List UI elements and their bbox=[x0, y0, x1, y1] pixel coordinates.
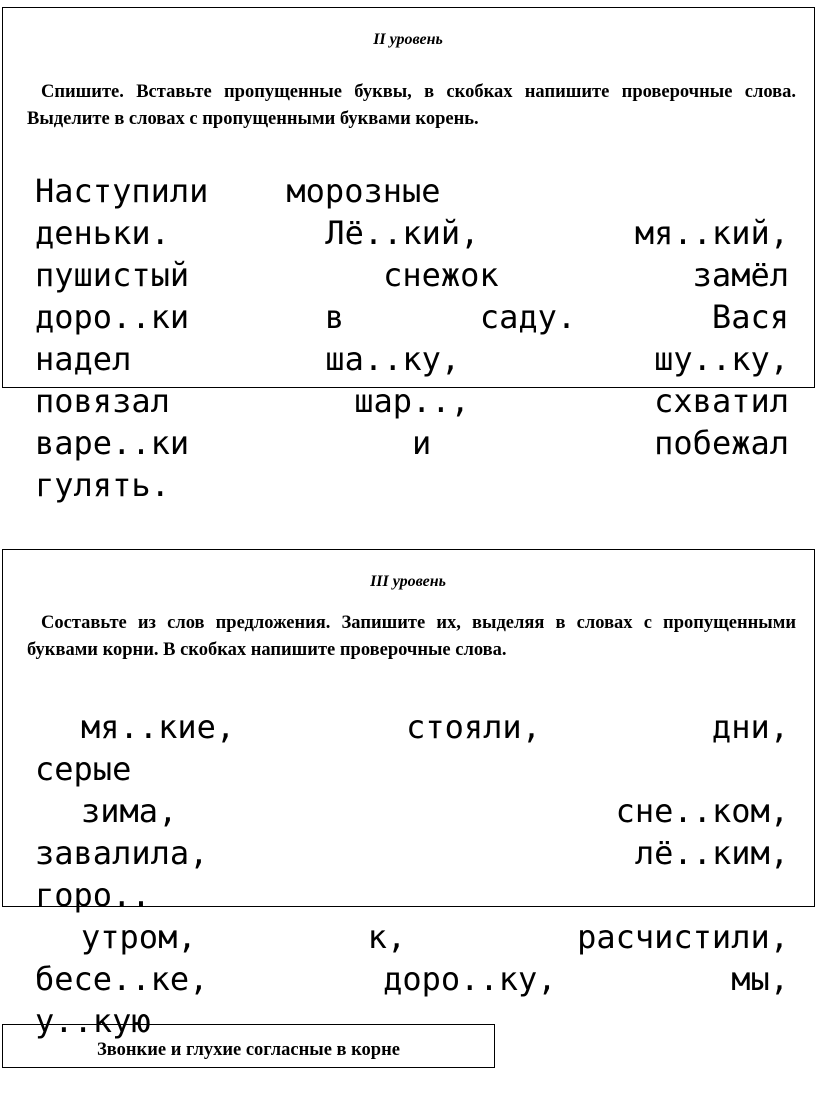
exercise-word: мя..кий, bbox=[634, 214, 789, 252]
exercise-word: Вася bbox=[711, 298, 789, 336]
exercise-line bbox=[35, 212, 789, 254]
exercise-word: шар.., bbox=[354, 382, 470, 420]
exercise-word: шу..ку, bbox=[654, 340, 789, 378]
exercise-word: схватил bbox=[654, 382, 789, 420]
exercise-word: расчистили, bbox=[577, 918, 789, 956]
exercise-line bbox=[35, 790, 789, 832]
exercise-word: завалила, bbox=[35, 834, 209, 872]
exercise-word: бесе..ке, bbox=[35, 960, 209, 998]
exercise-word: варе..ки bbox=[35, 424, 190, 462]
exercise-word: горо.. bbox=[35, 876, 151, 914]
level-3-task: Составьте из слов предложения. Запишите их, выделяя в словах с пропущенными буквами корни. В скобках напишите проверочные слова. bbox=[27, 613, 796, 660]
exercise-line bbox=[35, 832, 789, 874]
exercise-word: дни, bbox=[711, 708, 789, 746]
exercise-line bbox=[35, 170, 789, 212]
exercise-word: надел bbox=[35, 340, 132, 378]
exercise-word: замёл bbox=[692, 256, 789, 294]
level-2-heading: II уровень bbox=[373, 31, 443, 48]
exercise-word: ша..ку, bbox=[325, 340, 461, 378]
exercise-word: деньки. bbox=[35, 214, 170, 252]
exercise-line bbox=[35, 916, 789, 958]
exercise-word: морозные bbox=[286, 172, 441, 210]
exercise-word: и bbox=[412, 424, 432, 462]
exercise-line bbox=[35, 296, 789, 338]
exercise-line bbox=[35, 706, 789, 748]
exercise-word: серые bbox=[35, 750, 132, 788]
exercise-word: стояли, bbox=[406, 708, 541, 746]
exercise-word: у..кую bbox=[35, 1002, 151, 1040]
exercise-word: доро..ку, bbox=[383, 960, 557, 998]
exercise-word: повязал bbox=[35, 382, 170, 420]
exercise-word: мы, bbox=[731, 960, 789, 998]
exercise-word: гулять. bbox=[35, 466, 170, 504]
level-3-exercise bbox=[35, 706, 789, 1042]
exercise-word: лё..ким, bbox=[634, 834, 789, 872]
exercise-word: мя..кие, bbox=[81, 708, 236, 746]
exercise-word: побежал bbox=[654, 424, 789, 462]
exercise-word: Наступили bbox=[35, 172, 209, 210]
exercise-line bbox=[35, 338, 789, 380]
exercise-word: утром, bbox=[81, 918, 197, 956]
exercise-line bbox=[35, 422, 789, 464]
exercise-word: Лё..кий, bbox=[325, 214, 480, 252]
exercise-word: доро..ки bbox=[35, 298, 190, 336]
exercise-word: зима, bbox=[81, 792, 178, 830]
exercise-line bbox=[35, 874, 789, 916]
exercise-word: сне..ком, bbox=[615, 792, 789, 830]
level-2-task: Спишите. Вставьте пропущенные буквы, в скобках напишите проверочные слова. Выделите в словах с пропущенными буквами корень. bbox=[27, 82, 796, 129]
exercise-word: к, bbox=[367, 918, 407, 956]
exercise-line bbox=[35, 958, 789, 1000]
exercise-word: в bbox=[324, 298, 345, 336]
exercise-line bbox=[35, 1000, 789, 1042]
exercise-word: снежок bbox=[383, 256, 499, 294]
exercise-word: пушистый bbox=[35, 256, 190, 294]
exercise-line bbox=[35, 380, 789, 422]
exercise-word: саду. bbox=[479, 298, 577, 336]
exercise-line bbox=[35, 464, 789, 506]
level-2-exercise bbox=[35, 170, 789, 506]
level-3-heading: III уровень bbox=[370, 573, 446, 590]
exercise-line bbox=[35, 254, 789, 296]
exercise-line bbox=[35, 748, 789, 790]
topic-title: Звонкие и глухие согласные в корне bbox=[97, 1040, 400, 1060]
